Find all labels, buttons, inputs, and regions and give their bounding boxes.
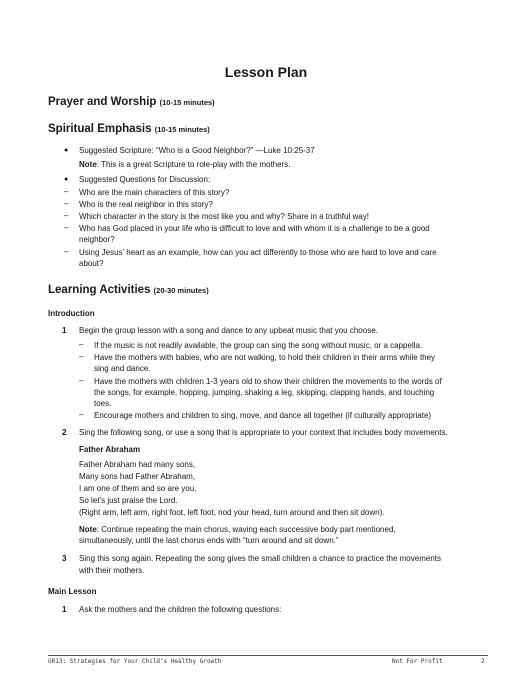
question-item: Using Jesus’ heart as an example, how can you act differently to those who are hard to love and care <box>79 248 437 257</box>
section-title: Learning Activities <box>48 284 151 296</box>
dash-icon: – <box>79 410 84 419</box>
question-item: Who has God placed in your life who is difficult to love and with whom it is a challenge to be a good <box>79 224 430 233</box>
item-number: 1 <box>62 605 67 614</box>
bullet-icon: ● <box>64 176 69 183</box>
song-note <box>79 524 396 536</box>
questions-bullet: Suggested Questions for Discussion: <box>79 175 211 184</box>
section-heading-spiritual <box>48 123 210 135</box>
song-title: Father Abraham <box>79 445 141 454</box>
song-line: Many sons had Father Abraham, <box>79 472 196 481</box>
page-title: Lesson Plan <box>224 64 308 80</box>
question-item: Who is the real neighbor in this story? <box>79 200 213 209</box>
question-item-cont: about? <box>79 259 104 268</box>
intro-item-text: Sing this song again. Repeating the song gives the small children a chance to practice the movements <box>79 554 441 563</box>
subheading-introduction: Introduction <box>48 309 95 318</box>
section-duration: (10-15 minutes) <box>159 98 215 107</box>
intro-subitem-cont: the songs, for example, hopping, jumping, shaking a leg, skipping, clapping hands, and touching <box>94 388 435 397</box>
intro-subitem: If the music is not readily available, the group can sing the song without music, or a cappella. <box>94 341 423 350</box>
song-line: So let’s just praise the Lord. <box>79 496 178 505</box>
main-item-text: Ask the mothers and the children the following questions: <box>79 605 282 614</box>
section-heading-learning <box>48 284 209 296</box>
question-item: Which character in the story is the most like you and why? Share in a truthful way! <box>79 212 369 221</box>
footer-divider <box>48 655 488 656</box>
item-number: 1 <box>62 326 67 335</box>
intro-item-text: Begin the group lesson with a song and dance to any upbeat music that you choose. <box>79 326 378 335</box>
note-text: : This is a great Scripture to role-play with the mothers. <box>96 160 291 169</box>
note-text: : Continue repeating the main chorus, waving each successive body part mentioned, <box>96 525 396 534</box>
song-movements: (Right arm, left arm, right foot, left foot, nod your head, turn around and then sit down). <box>79 508 385 517</box>
item-number: 2 <box>62 428 67 437</box>
note-label: Note <box>79 525 97 534</box>
question-item-cont: neighbor? <box>79 235 115 244</box>
dash-icon: – <box>64 187 69 196</box>
song-note-cont: simultaneously, until the last chorus ends with “turn around and sit down.” <box>79 536 339 545</box>
song-line: Father Abraham had many sons, <box>79 460 196 469</box>
footer-notice: Not For Profit <box>392 658 443 665</box>
scripture-bullet: Suggested Scripture: “Who is a Good Neighbor?” —Luke 10:25-37 <box>79 146 315 155</box>
song-line: I am one of them and so are you, <box>79 484 197 493</box>
dash-icon: – <box>79 352 84 361</box>
section-title: Spiritual Emphasis <box>48 123 152 135</box>
question-item: Who are the main characters of this story? <box>79 188 230 197</box>
intro-subitem: Have the mothers with babies, who are not walking, to hold their children in their arms while they <box>94 353 436 362</box>
section-heading-prayer <box>48 96 215 108</box>
intro-subitem-cont: sing and dance. <box>94 364 151 373</box>
dash-icon: – <box>64 247 69 256</box>
intro-subitem: Have the mothers with children 1-3 years old to show their children the movements to the words of <box>94 377 442 386</box>
dash-icon: – <box>64 199 69 208</box>
section-title: Prayer and Worship <box>48 96 157 108</box>
intro-subitem: Encourage mothers and children to sing, move, and dance all together (if culturally appropriate) <box>94 411 432 420</box>
item-number: 3 <box>62 554 67 563</box>
dash-icon: – <box>64 211 69 220</box>
dash-icon: – <box>64 223 69 232</box>
bullet-icon: ● <box>64 147 69 154</box>
note-label: Note <box>79 160 97 169</box>
footer-title: GR13: Strategies for Your Child’s Healthy Growth <box>48 658 222 665</box>
intro-item-text: Sing the following song, or use a song that is appropriate to your context that includes body movements. <box>79 428 448 437</box>
section-duration: (20-30 minutes) <box>153 286 209 295</box>
section-duration: (10-15 minutes) <box>154 125 210 134</box>
intro-item-text-cont: with their mothers. <box>79 566 145 575</box>
subheading-main-lesson: Main Lesson <box>48 587 97 596</box>
scripture-note <box>79 159 291 171</box>
dash-icon: – <box>79 376 84 385</box>
dash-icon: – <box>79 340 84 349</box>
intro-subitem-cont: toes. <box>94 399 112 408</box>
page-number: 2 <box>481 658 485 665</box>
